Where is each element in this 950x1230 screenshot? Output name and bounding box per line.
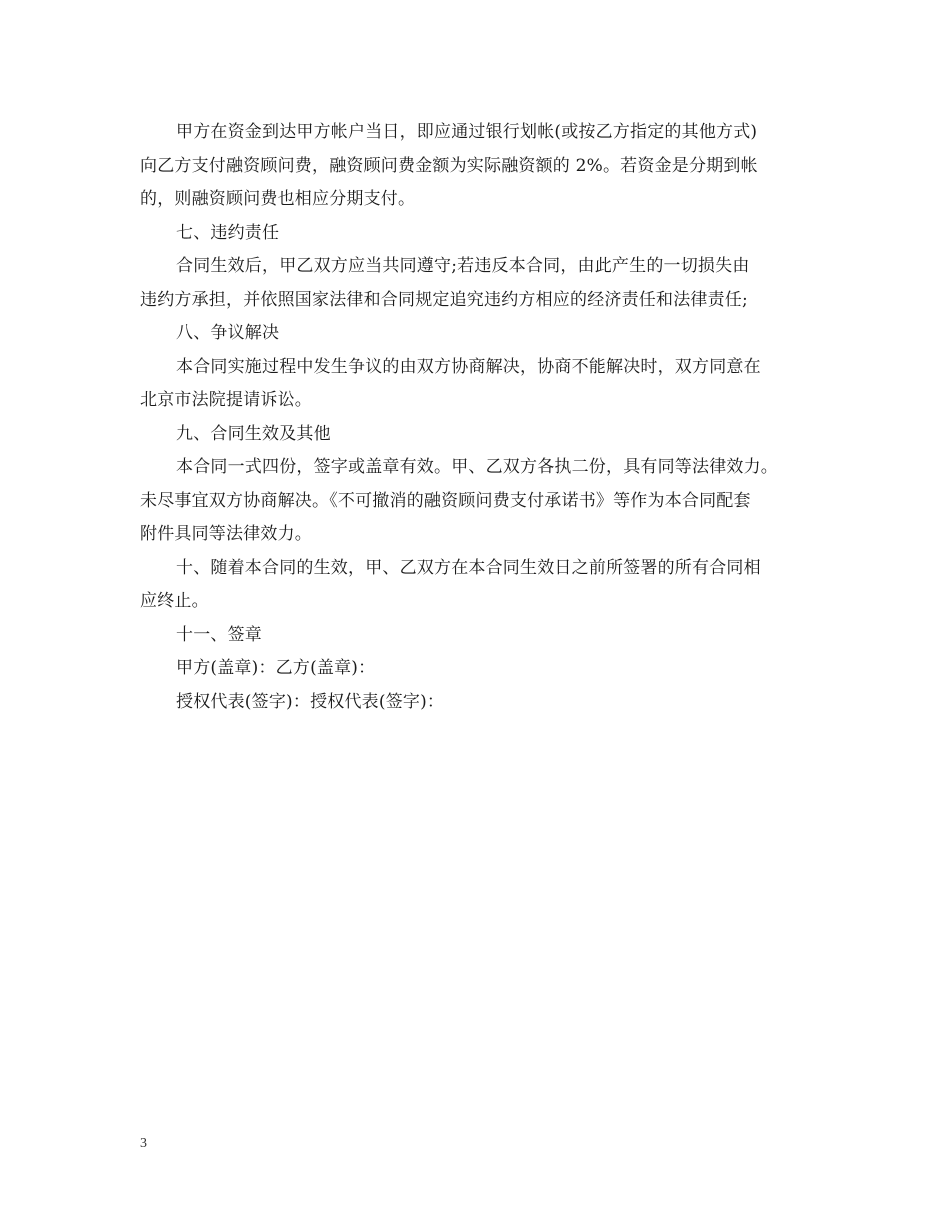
section-heading: 八、争议解决 [176, 323, 280, 343]
paragraph-line: 未尽事宜双方协商解决。《不可撤消的融资顾问费支付承诺书》等作为本合同配套 [140, 490, 751, 511]
section-heading: 十、随着本合同的生效，甲、乙双方在本合同生效日之前所签署的所有合同相 [176, 557, 761, 578]
document-body [140, 116, 820, 719]
paragraph-line: 的，则融资顾问费也相应分期支付。 [140, 189, 416, 209]
paragraph-line: 应终止。 [140, 591, 209, 611]
paragraph-line: 本合同一式四份，签字或盖章有效。甲、乙双方各执二份，具有同等法律效力。 [176, 457, 778, 477]
paragraph-line: 本合同实施过程中发生争议的由双方协商解决，协商不能解决时，双方同意在 [176, 356, 761, 377]
paragraph-line: 甲方在资金到达甲方帐户当日，即应通过银行划帐(或按乙方指定的其他方式) [176, 122, 758, 142]
paragraph-line: 合同生效后，甲乙双方应当共同遵守;若违反本合同，由此产生的一切损失由 [176, 256, 750, 276]
section-heading: 十一、签章 [176, 624, 262, 645]
page-number: 3 [140, 1136, 147, 1151]
section-heading: 七、违约责任 [176, 222, 280, 243]
signature-line-representative: 授权代表(签字)：授权代表(签字)： [176, 691, 445, 712]
signature-line-seal: 甲方(盖章)：乙方(盖章)： [176, 658, 376, 678]
section-heading: 九、合同生效及其他 [176, 423, 331, 444]
paragraph-line: 北京市法院提请诉讼。 [140, 390, 312, 410]
paragraph-line: 向乙方支付融资顾问费，融资顾问费金额为实际融资额的 2%。若资金是分期到帐 [140, 155, 758, 176]
paragraph-line: 违约方承担，并依照国家法律和合同规定追究违约方相应的经济责任和法律责任; [140, 289, 748, 310]
paragraph-line: 附件具同等法律效力。 [140, 524, 312, 544]
